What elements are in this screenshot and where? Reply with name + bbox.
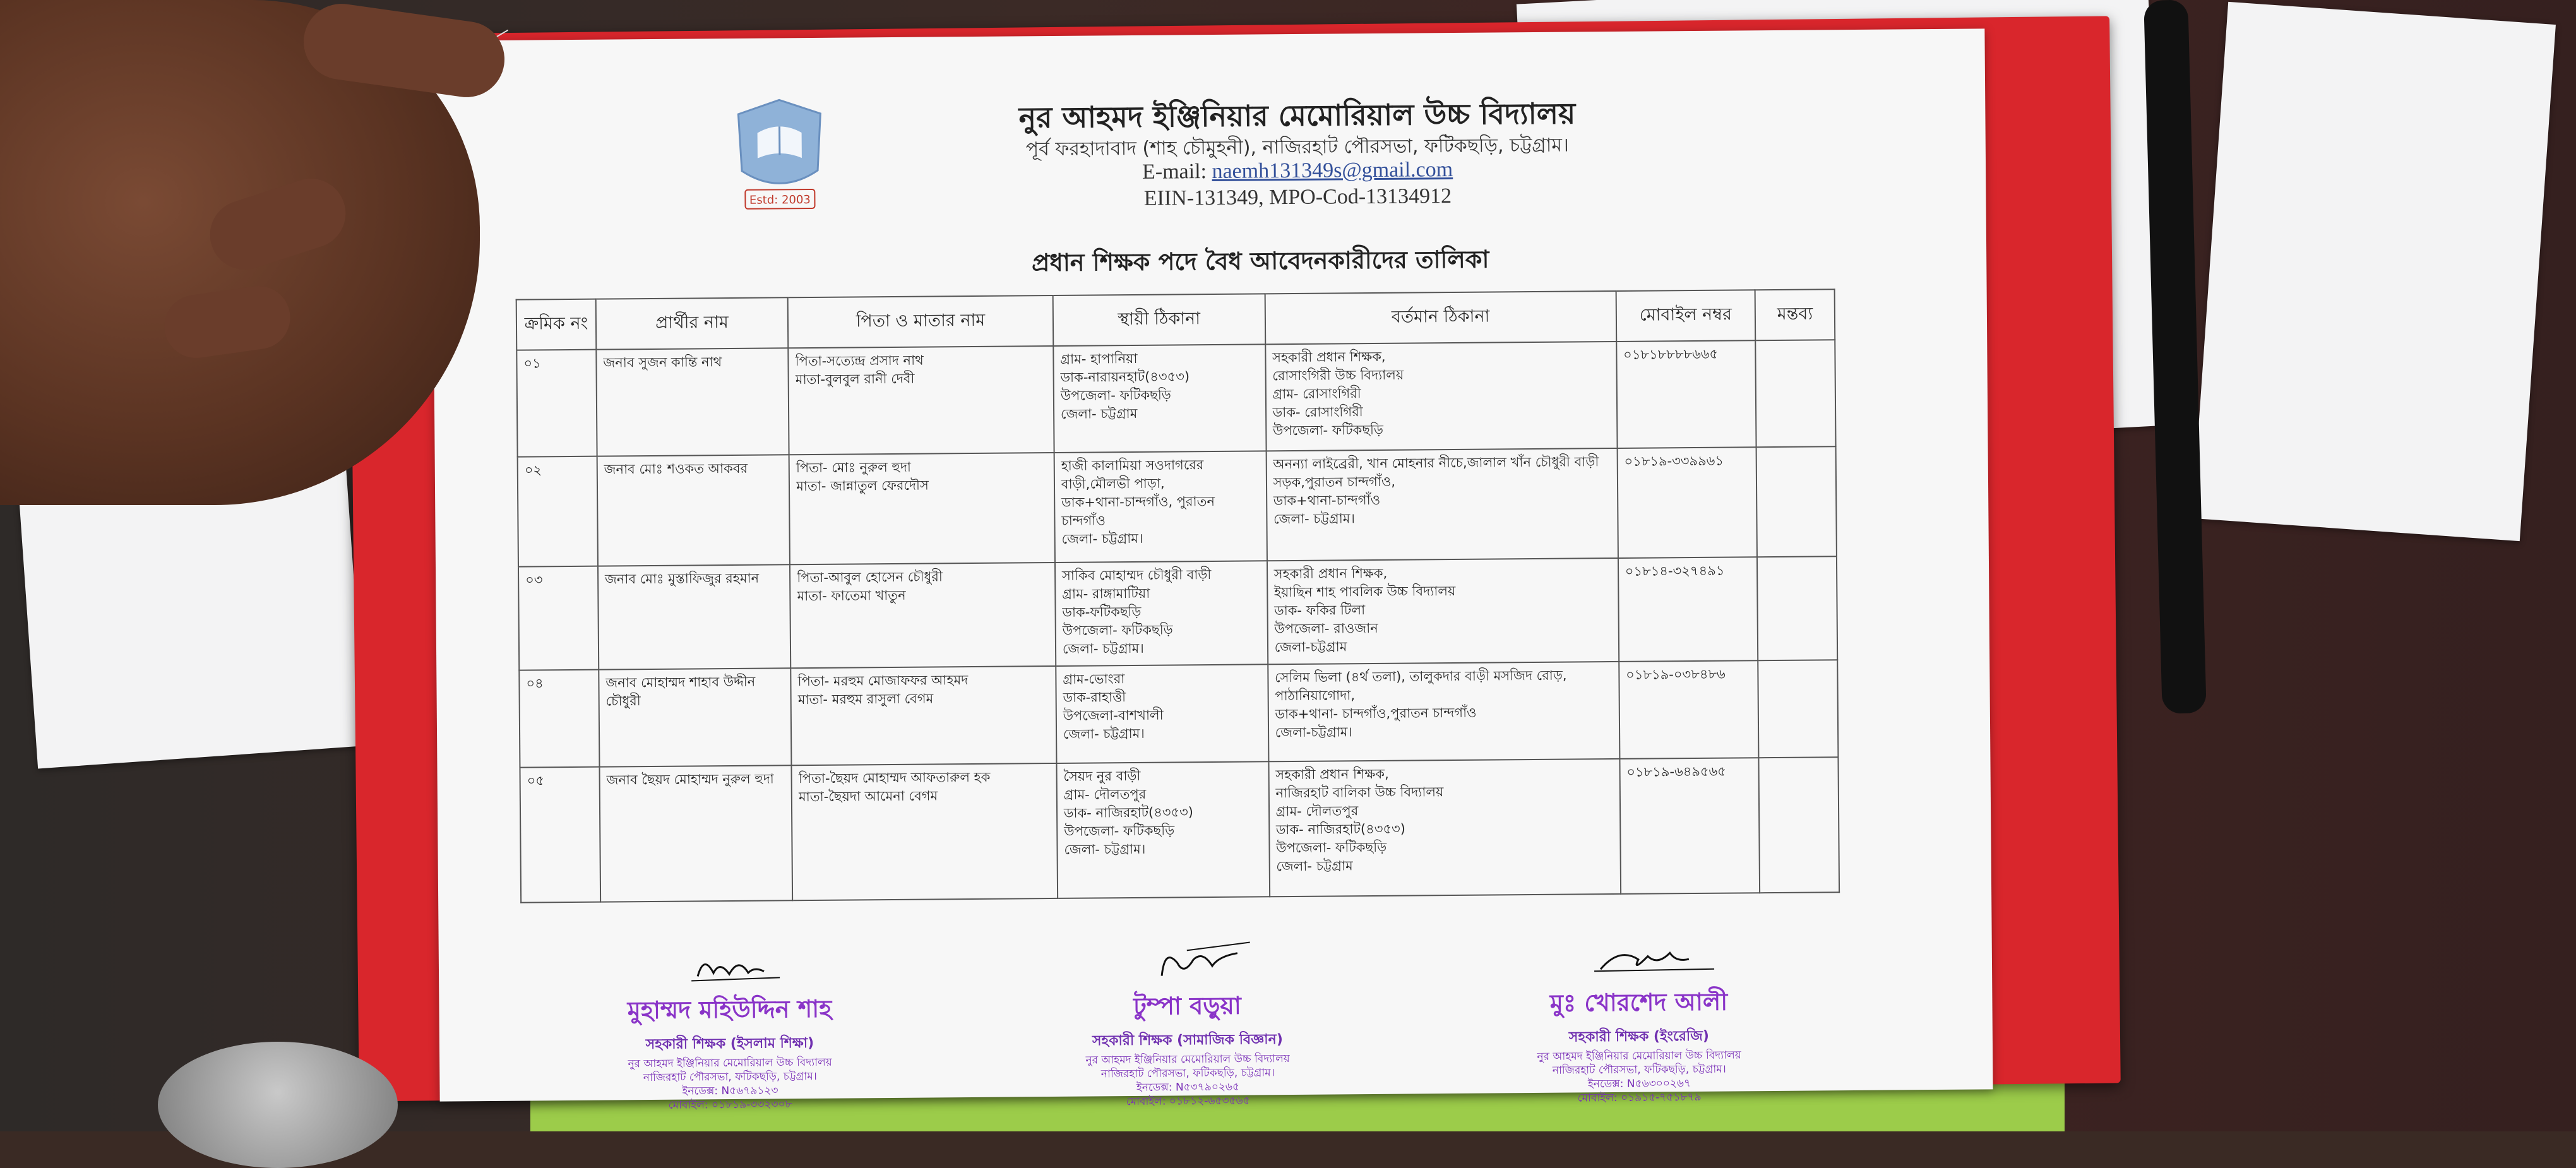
school-logo xyxy=(729,95,830,215)
cell-name: জনাব মোঃ মুস্তাফিজুর রহমান xyxy=(598,564,791,669)
school-name: নুর আহমদ ইঞ্জিনিয়ার মেমোরিয়াল উচ্চ বিদ্যালয় xyxy=(899,91,1695,145)
cell-name: জনাব সুজন কান্তি নাথ xyxy=(596,348,789,456)
cell-mobile: ০১৮১৯-৩৩৯৯৬১ xyxy=(1617,447,1757,558)
signatory-name: টুম্পা বড়ুয়া xyxy=(1023,986,1351,1029)
signature-mark xyxy=(1092,937,1282,986)
cell-mobile: ০১৮১৮৮৮৮৬৬৫ xyxy=(1616,340,1756,448)
school-address: পূর্ব ফরহাদাবাদ (শাহ চৌমুহনী), নাজিরহাট পৌরসভা, ফটিকছড়ি, চট্টগ্রাম। xyxy=(900,129,1695,167)
cell-serial: ০৫ xyxy=(520,767,600,903)
col-mobile: মোবাইল নম্বর xyxy=(1616,290,1755,342)
cell-mobile: ০১৮১৯-৬৪৯৫৬৫ xyxy=(1619,758,1760,894)
cell-permanent-address: সৈয়দ নুর বাড়ী গ্রাম- দৌলতপুর ডাক- নাজিরহাট(৪৩৫৩) উপজেলা- ফটিকছড়ি জেলা- চট্টগ্রাম। xyxy=(1056,761,1269,898)
col-permanent-address: স্থায়ী ঠিকানা xyxy=(1053,294,1265,346)
signatory-name: মুঃ খোরশেদ আলী xyxy=(1474,983,1803,1026)
signatory-place: নাজিরহাট পৌরসভা, ফটিকছড়ি, চট্টগ্রাম। xyxy=(1023,1065,1352,1082)
cell-parents: পিতা-ছৈয়দ মোহাম্মদ আফতারুল হক মাতা-ছৈয়দা আমেনা বেগম xyxy=(792,763,1058,900)
paper-right xyxy=(2192,2,2556,541)
signatory-mobile: মোবাইল: ০১৮১২-৬৫৩৫৬৫ xyxy=(1024,1093,1352,1109)
document-sheet xyxy=(431,28,1993,1101)
cell-parents: পিতা-সত্যেন্দ্র প্রসাদ নাথ মাতা-বুলবুল রানী দেবী xyxy=(788,346,1054,455)
cell-serial: ০২ xyxy=(518,456,598,567)
cell-mobile: ০১৮১৯-০৩৮৪৮৬ xyxy=(1619,660,1759,759)
signatory-index: ইনডেক্স: N৫৩৭৯০২৬৫ xyxy=(1023,1079,1352,1095)
email-label: E-mail: xyxy=(1142,160,1207,184)
table-row xyxy=(519,660,1838,767)
col-parents: পিতা ও মাতার নাম xyxy=(788,295,1053,348)
signatory-school: নুর আহমদ ইঞ্জিনিয়ার মেমোরিয়াল উচ্চ বিদ্যালয় xyxy=(1023,1051,1352,1068)
cell-remark xyxy=(1758,757,1839,893)
signatory-place: নাজিরহাট পৌরসভা, ফটিকছড়ি, চট্টগ্রাম। xyxy=(566,1069,894,1085)
cell-present-address: সহকারী প্রধান শিক্ষক, নাজিরহাট বালিকা উচ্চ বিদ্যালয় গ্রাম- দৌলতপুর ডাক- নাজিরহাট(৪৩৫৩) উপজেলা- ফটিকছড়ি জেলা- চট্টগ্রাম xyxy=(1268,759,1621,897)
signatory-2 xyxy=(1023,936,1352,1109)
cell-permanent-address: হাজী কালামিয়া সওদাগরের বাড়ী,মৌলভী পাড়া, ডাক+থানা-চান্দগাঁও, পুরাতন চান্দগাঁও জেলা- চট্টগ্রাম। xyxy=(1054,451,1267,563)
signature-mark xyxy=(1544,934,1734,982)
cell-remark xyxy=(1757,556,1837,660)
col-present-address: বর্তমান ঠিকানা xyxy=(1265,291,1616,344)
cell-remark xyxy=(1756,446,1837,557)
logo-estd: Estd: 2003 xyxy=(749,193,811,207)
table-row xyxy=(518,446,1837,566)
email-link[interactable]: naemh131349s@gmail.com xyxy=(1212,158,1453,183)
signatory-index: ইনডেক্স: N৫৬৭৯১২৩ xyxy=(566,1083,894,1099)
cell-present-address: সেলিম ভিলা (৪র্থ তলা), তালুকদার বাড়ী মসজিদ রোড়, পাঠানিয়াগোদা, ডাক+থানা- চান্দগাঁও,পুরাতন চান্দগাঁও জেলা-চট্টগ্রাম। xyxy=(1268,662,1619,761)
cell-name: জনাব মোঃ শওকত আকবর xyxy=(597,455,790,566)
plate xyxy=(158,1042,398,1168)
cell-name: জনাব মোহাম্মদ শাহাব উদ্দীন চৌধুরী xyxy=(599,668,791,766)
cell-present-address: সহকারী প্রধান শিক্ষক, ইয়াছিন শাহ পাবলিক উচ্চ বিদ্যালয় ডাক- ফকির টিলা উপজেলা- রাওজান জেলা-চট্টগ্রাম xyxy=(1267,558,1619,664)
signatory-post: সহকারী শিক্ষক (সামাজিক বিজ্ঞান) xyxy=(1023,1028,1352,1054)
cell-present-address: সহকারী প্রধান শিক্ষক, রোসাংগিরী উচ্চ বিদ্যালয় গ্রাম- রোসাংগিরী ডাক- রোসাংগিরী উপজেলা- ফটিকছড়ি xyxy=(1265,342,1617,451)
cell-parents: পিতা-আবুল হোসেন চৌধুরী মাতা- ফাতেমা খাতুন xyxy=(790,563,1056,668)
eiin-mpo-codes: EIIN-131349, MPO-Cod-13134912 xyxy=(900,182,1695,213)
signatory-post: সহকারী শিক্ষক (ইসলাম শিক্ষা) xyxy=(566,1032,894,1058)
col-serial: ক্রমিক নং xyxy=(516,299,597,350)
cell-remark xyxy=(1755,340,1835,447)
signatory-mobile: মোবাইল: ০১৯১৫-৭৫১৮৭৯ xyxy=(1476,1090,1804,1106)
cell-serial: ০৪ xyxy=(519,670,599,768)
signatory-place: নাজিরহাট পৌরসভা, ফটিকছড়ি, চট্টগ্রাম। xyxy=(1475,1062,1803,1078)
signatory-3 xyxy=(1474,933,1804,1106)
col-remark: মন্তব্য xyxy=(1755,289,1835,340)
signature-mark xyxy=(635,941,825,989)
cell-parents: পিতা- মোঃ নুরুল হুদা মাতা- জান্নাতুল ফেরদৌস xyxy=(789,453,1055,564)
cell-name: জনাব ছৈয়দ মোহাম্মদ নুরুল হুদা xyxy=(599,765,792,902)
signatory-index: ইনডেক্স: N৫৬৩০০২৬৭ xyxy=(1475,1076,1803,1092)
cell-serial: ০১ xyxy=(516,350,597,457)
signatory-school: নুর আহমদ ইঞ্জিনিয়ার মেমোরিয়াল উচ্চ বিদ্যালয় xyxy=(1475,1048,1803,1064)
col-name: প্রার্থীর নাম xyxy=(596,297,789,349)
cell-serial: ০৩ xyxy=(518,566,599,670)
table-row xyxy=(518,556,1837,670)
cell-remark xyxy=(1758,660,1838,758)
cell-permanent-address: গ্রাম-ভোংরা ডাক-রাহাত্তী উপজেলা-বাশখালী জেলা- চট্টগ্রাম। xyxy=(1056,664,1268,763)
table-row xyxy=(516,340,1835,456)
cell-present-address: অনন্যা লাইব্রেরী, খান মোহনার নীচে,জালাল খাঁন চৌধুরী বাড়ী সড়ক,পুরাতন চান্দগাঁও, ডাক+থানা-চান্দগাঁও জেলা- চট্টগ্রাম। xyxy=(1266,448,1618,561)
signatory-mobile: মোবাইল: ০১৮১৯-৩৩২৩০৮ xyxy=(566,1097,895,1113)
cell-parents: পিতা- মরহুম মোজাফফর আহমদ মাতা- মরহুম রাসুলা বেগম xyxy=(790,666,1056,765)
list-title: প্রধান শিক্ষক পদে বৈধ আবেদনকারীদের তালিকা xyxy=(799,239,1721,287)
cell-permanent-address: সাকিব মোহাম্মদ চৌধুরী বাড়ী গ্রাম- রাঙ্গামাটিয়া ডাক-ফটিকছড়ি উপজেলা- ফটিকছড়ি জেলা- চট্টগ্রাম। xyxy=(1055,561,1268,666)
signatory-name: মুহাম্মদ মহিউদ্দিন শাহ xyxy=(565,990,893,1033)
cell-permanent-address: গ্রাম- হাপানিয়া ডাক-নারায়নহাট(৪৩৫৩) উপজেলা- ফটিকছড়ি জেলা- চট্টগ্রাম xyxy=(1053,344,1266,453)
table-row xyxy=(520,757,1839,902)
signatory-school: নুর আহমদ ইঞ্জিনিয়ার মেমোরিয়াল উচ্চ বিদ্যালয় xyxy=(566,1055,894,1071)
signatory-1 xyxy=(565,940,895,1113)
cell-mobile: ০১৮১৪-৩২৭৪৯১ xyxy=(1618,557,1758,662)
applicants-table xyxy=(516,289,1840,903)
signatory-post: সহকারী শিক্ষক (ইংরেজি) xyxy=(1475,1025,1803,1051)
